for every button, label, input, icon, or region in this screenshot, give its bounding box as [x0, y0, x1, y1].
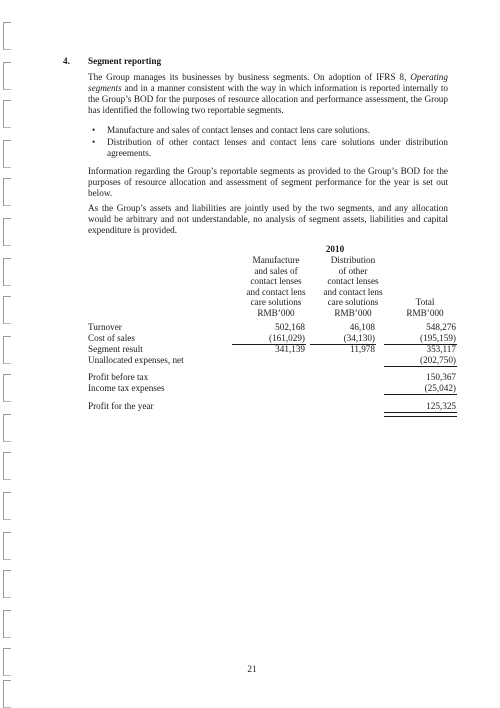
column-header-distribution [313, 255, 393, 319]
paragraph-intro [88, 72, 448, 116]
table-year-header: 2010 [325, 244, 345, 254]
cell-turnover-total: 548,276 [426, 322, 456, 332]
cell-profit-for-year-total: 125,325 [426, 401, 456, 411]
column-header-line: contact lenses [250, 276, 302, 287]
row-label-unallocated: Unallocated expenses, net [88, 355, 184, 365]
cell-segment-result-manufacture: 341,139 [275, 344, 305, 354]
bullet-1-symbol: • [92, 125, 96, 135]
row-label-income-tax: Income tax expenses [88, 383, 165, 393]
paragraph-segment-info: Information regarding the Group’s reportable segments as provided to the Group’s BOD for the purposes of resource allocation and assessment of segment performance for the year is set out below. [88, 166, 448, 198]
column-header-line: RMB’000 [334, 307, 372, 318]
row-label-turnover: Turnover [88, 322, 122, 332]
column-header-line: and contact lens [246, 286, 306, 297]
column-header-manufacture [236, 255, 316, 319]
row-label-segment-result: Segment result [88, 344, 143, 354]
row-label-profit-for-year: Profit for the year [88, 401, 154, 411]
paragraph-intro-part1: The Group manages its businesses by business segments. On adoption of IFRS 8, [88, 72, 411, 82]
column-header-line: Manufacture [252, 255, 300, 265]
cell-turnover-manufacture: 502,168 [275, 322, 305, 332]
column-header-line: contact lenses [327, 276, 379, 287]
column-header-line: Total [415, 297, 435, 307]
column-header-line: care solutions [327, 297, 379, 308]
cell-turnover-distribution: 46,108 [349, 322, 375, 332]
row-label-cost-of-sales: Cost of sales [88, 333, 135, 343]
cell-segment-result-distribution: 11,978 [350, 344, 375, 354]
cell-cost-of-sales-distribution: (34,130) [343, 333, 375, 343]
section-title: Segment reporting [88, 56, 162, 66]
column-header-total [395, 297, 455, 318]
binder-edge-marks [0, 0, 14, 707]
subtotal-rule-tax [384, 394, 457, 395]
column-header-line: Distribution [330, 255, 376, 265]
total-double-rule [384, 412, 457, 417]
cell-cost-of-sales-total: (195,159) [420, 333, 456, 343]
cell-profit-before-tax-total: 150,367 [426, 372, 456, 382]
column-header-line: RMB’000 [406, 307, 444, 318]
cell-segment-result-total: 353,117 [426, 344, 456, 354]
bullet-2-symbol: • [92, 137, 96, 147]
column-header-line: of other [338, 265, 368, 276]
paragraph-intro-part2: and in a manner consistent with the way in which information is reported internally to the Group’s BOD for the purposes of resource allocation and performance assessment, the Group has identified the following two reportable segments. [88, 83, 448, 115]
cell-unallocated-total: (202,750) [420, 355, 456, 365]
cell-cost-of-sales-manufacture: (161,029) [269, 333, 305, 343]
paragraph-intro-italic: Operating segments [88, 72, 448, 93]
section-number: 4. [63, 56, 70, 66]
column-header-line: and sales of [254, 265, 298, 276]
subtotal-rule-unallocated [384, 366, 457, 367]
bullet-1-text: Manufacture and sales of contact lenses and contact lens care solutions. [107, 125, 371, 135]
column-header-line: and contact lens [323, 286, 383, 297]
column-header-line: RMB’000 [257, 307, 295, 318]
paragraph-assets-note: As the Group’s assets and liabilities are jointly used by the two segments, and any allocation would be arbitrary and not understandable, no analysis of segment assets, liabilities and capital expenditure is provided. [88, 203, 448, 235]
column-header-line: care solutions [250, 297, 302, 308]
page-number: 21 [247, 664, 257, 674]
bullet-2-text: Distribution of other contact lenses and contact lens care solutions under distribution agreements. [107, 137, 448, 158]
cell-income-tax-total: (25,042) [424, 383, 456, 393]
row-label-profit-before-tax: Profit before tax [88, 372, 149, 382]
